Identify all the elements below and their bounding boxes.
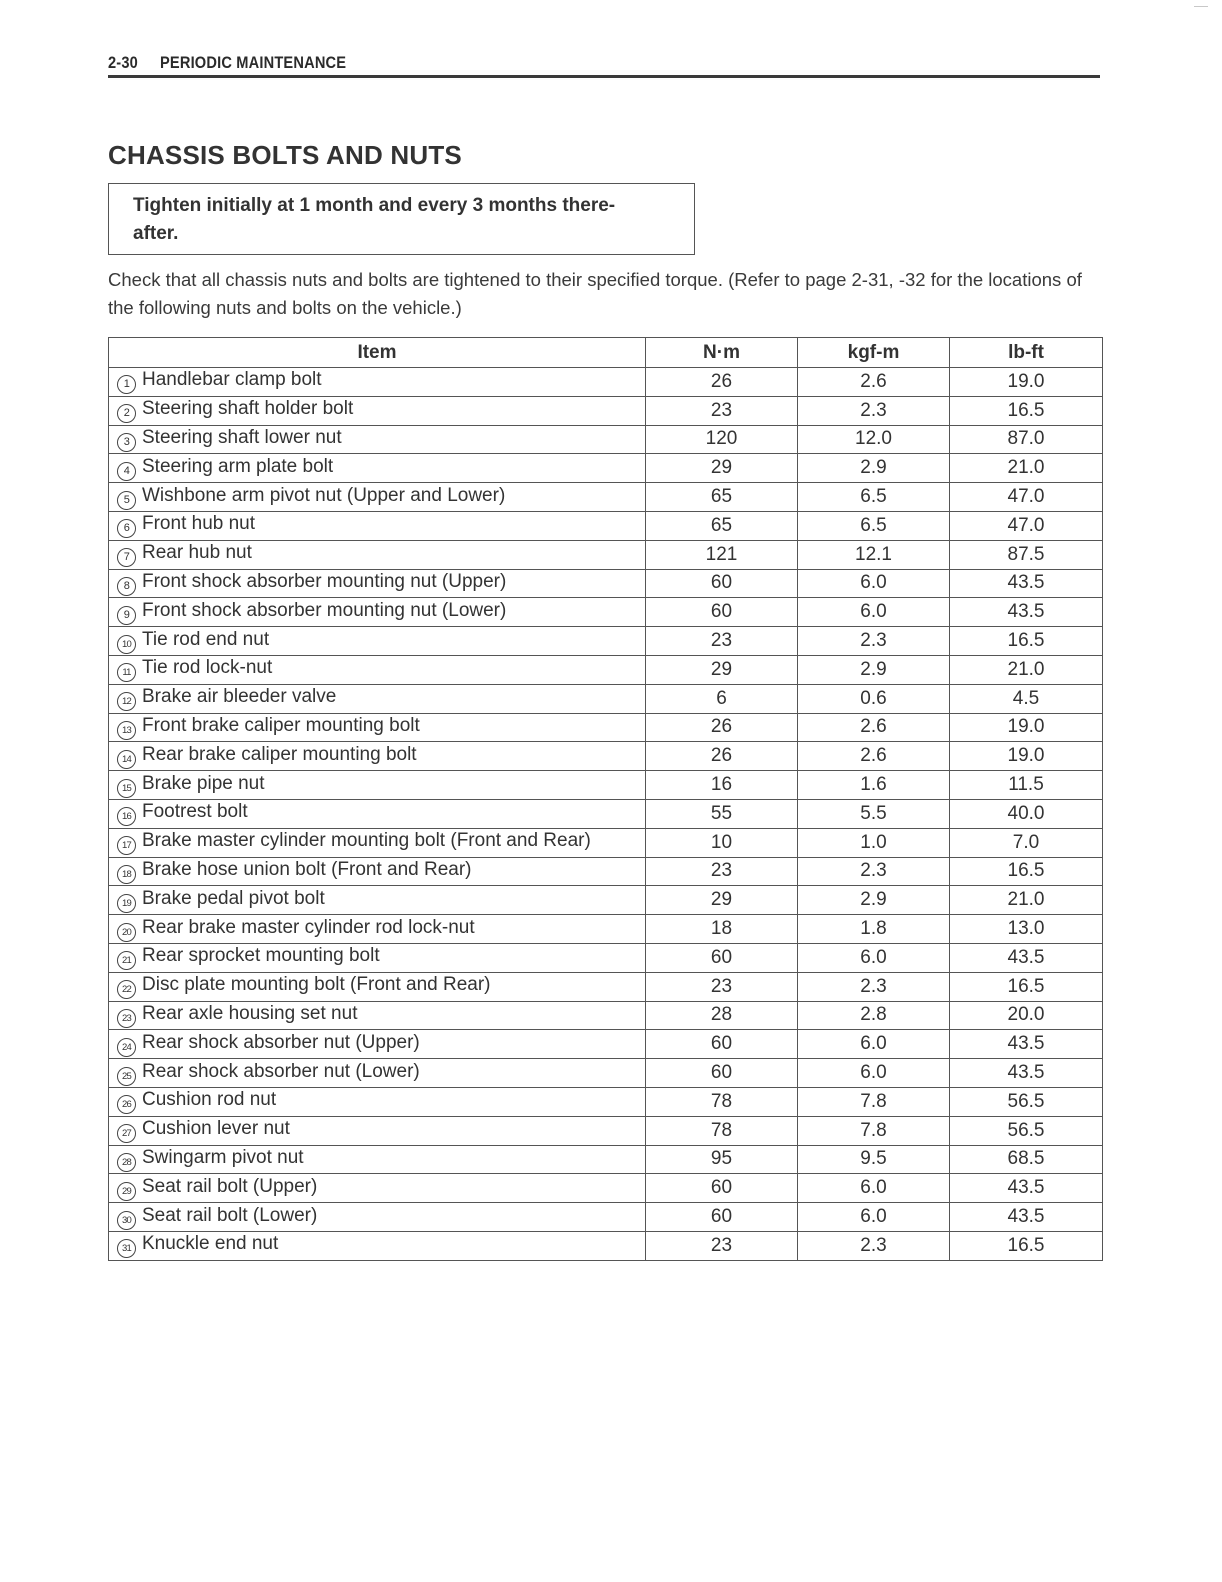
item-cell bbox=[109, 1116, 646, 1145]
item-cell bbox=[109, 511, 646, 540]
nm-value-cell: 23 bbox=[646, 972, 798, 1001]
item-number-badge: 10 bbox=[117, 635, 136, 654]
nm-value-cell: 29 bbox=[646, 886, 798, 915]
lbft-value-cell: 11.5 bbox=[950, 771, 1103, 800]
item-label: Rear hub nut bbox=[142, 542, 252, 564]
nm-value-cell: 60 bbox=[646, 1174, 798, 1203]
nm-value-cell: 29 bbox=[646, 454, 798, 483]
item-label: Rear sprocket mounting bolt bbox=[142, 945, 380, 967]
page-title: CHASSIS BOLTS AND NUTS bbox=[108, 140, 462, 170]
nm-value-cell: 10 bbox=[646, 828, 798, 857]
lbft-value-cell: 56.5 bbox=[950, 1087, 1103, 1116]
lbft-value-cell: 19.0 bbox=[950, 742, 1103, 771]
nm-value-cell: 28 bbox=[646, 1001, 798, 1030]
nm-value-cell: 26 bbox=[646, 742, 798, 771]
kgfm-value-cell: 6.0 bbox=[798, 569, 950, 598]
item-number-badge: 7 bbox=[117, 548, 136, 567]
item-number-badge: 17 bbox=[117, 836, 136, 855]
item-number-badge: 24 bbox=[117, 1038, 136, 1057]
item-number-badge: 2 bbox=[117, 404, 136, 423]
nm-value-cell: 78 bbox=[646, 1116, 798, 1145]
item-cell bbox=[109, 972, 646, 1001]
table-row bbox=[109, 425, 1103, 454]
lbft-value-cell: 43.5 bbox=[950, 1030, 1103, 1059]
nm-value-cell: 6 bbox=[646, 684, 798, 713]
item-label: Tie rod end nut bbox=[142, 628, 270, 650]
item-cell bbox=[109, 915, 646, 944]
table-row bbox=[109, 799, 1103, 828]
nm-value-cell: 60 bbox=[646, 1203, 798, 1232]
item-cell bbox=[109, 1001, 646, 1030]
table-row bbox=[109, 943, 1103, 972]
item-cell bbox=[109, 1030, 646, 1059]
table-row bbox=[109, 828, 1103, 857]
kgfm-value-cell: 6.0 bbox=[798, 943, 950, 972]
lbft-value-cell: 16.5 bbox=[950, 972, 1103, 1001]
item-number-badge: 25 bbox=[117, 1067, 136, 1086]
nm-value-cell: 60 bbox=[646, 943, 798, 972]
kgfm-value-cell: 2.3 bbox=[798, 396, 950, 425]
kgfm-value-cell: 1.6 bbox=[798, 771, 950, 800]
item-cell bbox=[109, 540, 646, 569]
item-label: Rear brake caliper mounting bolt bbox=[142, 743, 417, 765]
nm-value-cell: 60 bbox=[646, 569, 798, 598]
item-number-badge: 22 bbox=[117, 980, 136, 999]
item-number-badge: 29 bbox=[117, 1182, 136, 1201]
lbft-value-cell: 7.0 bbox=[950, 828, 1103, 857]
item-number-badge: 14 bbox=[117, 750, 136, 769]
nm-value-cell: 60 bbox=[646, 598, 798, 627]
item-label: Front hub nut bbox=[142, 513, 256, 535]
note-line-2: after. bbox=[133, 223, 179, 244]
item-label: Rear brake master cylinder rod lock-nut bbox=[142, 916, 475, 938]
item-label: Brake pedal pivot bolt bbox=[142, 887, 325, 909]
item-number-badge: 1 bbox=[117, 375, 136, 394]
item-cell bbox=[109, 713, 646, 742]
item-cell bbox=[109, 1145, 646, 1174]
table-row bbox=[109, 886, 1103, 915]
lbft-value-cell: 16.5 bbox=[950, 857, 1103, 886]
table-header-row bbox=[109, 338, 1103, 368]
table-row bbox=[109, 771, 1103, 800]
corner-mark bbox=[1194, 6, 1208, 7]
kgfm-value-cell: 2.3 bbox=[798, 972, 950, 1001]
column-header-lbft: lb-ft bbox=[950, 338, 1103, 368]
item-label: Front shock absorber mounting nut (Upper) bbox=[142, 570, 507, 592]
kgfm-value-cell: 2.6 bbox=[798, 713, 950, 742]
table-row bbox=[109, 368, 1103, 397]
kgfm-value-cell: 2.6 bbox=[798, 742, 950, 771]
nm-value-cell: 60 bbox=[646, 1059, 798, 1088]
table-row bbox=[109, 915, 1103, 944]
lbft-value-cell: 87.0 bbox=[950, 425, 1103, 454]
table-row bbox=[109, 540, 1103, 569]
page-number: 2-30 bbox=[108, 53, 138, 72]
kgfm-value-cell: 2.8 bbox=[798, 1001, 950, 1030]
item-label: Cushion rod nut bbox=[142, 1089, 277, 1111]
item-label: Tie rod lock-nut bbox=[142, 657, 273, 679]
item-number-badge: 23 bbox=[117, 1009, 136, 1028]
kgfm-value-cell: 6.0 bbox=[798, 1030, 950, 1059]
kgfm-value-cell: 12.1 bbox=[798, 540, 950, 569]
item-number-badge: 9 bbox=[117, 606, 136, 625]
item-label: Rear axle housing set nut bbox=[142, 1002, 358, 1024]
kgfm-value-cell: 0.6 bbox=[798, 684, 950, 713]
table-row bbox=[109, 627, 1103, 656]
item-cell bbox=[109, 771, 646, 800]
item-cell bbox=[109, 483, 646, 512]
table-row bbox=[109, 1087, 1103, 1116]
nm-value-cell: 23 bbox=[646, 396, 798, 425]
table-row bbox=[109, 1030, 1103, 1059]
table-row bbox=[109, 742, 1103, 771]
lbft-value-cell: 19.0 bbox=[950, 368, 1103, 397]
item-cell bbox=[109, 569, 646, 598]
kgfm-value-cell: 6.5 bbox=[798, 511, 950, 540]
table-row bbox=[109, 1116, 1103, 1145]
column-header-item: Item bbox=[109, 338, 646, 368]
item-cell bbox=[109, 396, 646, 425]
item-number-badge: 18 bbox=[117, 865, 136, 884]
table-row bbox=[109, 1203, 1103, 1232]
item-number-badge: 16 bbox=[117, 807, 136, 826]
nm-value-cell: 55 bbox=[646, 799, 798, 828]
table-row bbox=[109, 684, 1103, 713]
table-row bbox=[109, 1059, 1103, 1088]
lbft-value-cell: 68.5 bbox=[950, 1145, 1103, 1174]
kgfm-value-cell: 5.5 bbox=[798, 799, 950, 828]
item-cell bbox=[109, 742, 646, 771]
item-cell bbox=[109, 1087, 646, 1116]
kgfm-value-cell: 2.6 bbox=[798, 368, 950, 397]
item-label: Seat rail bolt (Upper) bbox=[142, 1175, 318, 1197]
table-row bbox=[109, 511, 1103, 540]
lbft-value-cell: 16.5 bbox=[950, 396, 1103, 425]
lbft-value-cell: 20.0 bbox=[950, 1001, 1103, 1030]
item-number-badge: 19 bbox=[117, 894, 136, 913]
lbft-value-cell: 13.0 bbox=[950, 915, 1103, 944]
nm-value-cell: 65 bbox=[646, 511, 798, 540]
table-row bbox=[109, 1174, 1103, 1203]
nm-value-cell: 29 bbox=[646, 655, 798, 684]
lbft-value-cell: 16.5 bbox=[950, 1231, 1103, 1260]
item-number-badge: 4 bbox=[117, 462, 136, 481]
item-label: Steering shaft holder bolt bbox=[142, 398, 354, 420]
item-number-badge: 11 bbox=[117, 663, 136, 682]
item-cell bbox=[109, 1174, 646, 1203]
item-label: Front shock absorber mounting nut (Lower) bbox=[142, 599, 507, 621]
table-row bbox=[109, 483, 1103, 512]
item-cell bbox=[109, 828, 646, 857]
intro-paragraph: Check that all chassis nuts and bolts are tightened to their specified torque. (Refer to page 2-31, -32 for the locations of the following nuts and bolts on the vehicle.) bbox=[108, 269, 1082, 318]
page-header bbox=[108, 50, 1100, 78]
table-row bbox=[109, 857, 1103, 886]
lbft-value-cell: 43.5 bbox=[950, 1174, 1103, 1203]
item-label: Footrest bolt bbox=[142, 801, 248, 823]
kgfm-value-cell: 6.0 bbox=[798, 598, 950, 627]
kgfm-value-cell: 7.8 bbox=[798, 1087, 950, 1116]
item-number-badge: 15 bbox=[117, 779, 136, 798]
lbft-value-cell: 16.5 bbox=[950, 627, 1103, 656]
kgfm-value-cell: 2.9 bbox=[798, 655, 950, 684]
item-cell bbox=[109, 627, 646, 656]
item-label: Cushion lever nut bbox=[142, 1118, 290, 1140]
nm-value-cell: 23 bbox=[646, 627, 798, 656]
nm-value-cell: 16 bbox=[646, 771, 798, 800]
item-cell bbox=[109, 1059, 646, 1088]
table-row bbox=[109, 598, 1103, 627]
nm-value-cell: 60 bbox=[646, 1030, 798, 1059]
table-row bbox=[109, 454, 1103, 483]
item-cell bbox=[109, 368, 646, 397]
lbft-value-cell: 43.5 bbox=[950, 598, 1103, 627]
table-row bbox=[109, 1145, 1103, 1174]
table-row bbox=[109, 655, 1103, 684]
item-number-badge: 5 bbox=[117, 491, 136, 510]
item-number-badge: 31 bbox=[117, 1239, 136, 1258]
kgfm-value-cell: 2.9 bbox=[798, 454, 950, 483]
lbft-value-cell: 47.0 bbox=[950, 483, 1103, 512]
kgfm-value-cell: 7.8 bbox=[798, 1116, 950, 1145]
lbft-value-cell: 43.5 bbox=[950, 1203, 1103, 1232]
table-row bbox=[109, 1001, 1103, 1030]
item-cell bbox=[109, 454, 646, 483]
item-cell bbox=[109, 425, 646, 454]
lbft-value-cell: 4.5 bbox=[950, 684, 1103, 713]
nm-value-cell: 23 bbox=[646, 857, 798, 886]
nm-value-cell: 26 bbox=[646, 368, 798, 397]
table-row bbox=[109, 972, 1103, 1001]
item-number-badge: 27 bbox=[117, 1124, 136, 1143]
item-number-badge: 8 bbox=[117, 577, 136, 596]
item-cell bbox=[109, 1203, 646, 1232]
lbft-value-cell: 87.5 bbox=[950, 540, 1103, 569]
item-label: Handlebar clamp bolt bbox=[142, 369, 322, 391]
lbft-value-cell: 19.0 bbox=[950, 713, 1103, 742]
item-label: Steering arm plate bolt bbox=[142, 455, 334, 477]
item-number-badge: 12 bbox=[117, 692, 136, 711]
nm-value-cell: 95 bbox=[646, 1145, 798, 1174]
item-label: Disc plate mounting bolt (Front and Rear) bbox=[142, 974, 491, 996]
table-row bbox=[109, 1231, 1103, 1260]
item-number-badge: 30 bbox=[117, 1211, 136, 1230]
nm-value-cell: 18 bbox=[646, 915, 798, 944]
item-number-badge: 21 bbox=[117, 951, 136, 970]
item-cell bbox=[109, 886, 646, 915]
table-row bbox=[109, 396, 1103, 425]
item-cell bbox=[109, 943, 646, 972]
column-header-nm: N·m bbox=[646, 338, 798, 368]
nm-value-cell: 65 bbox=[646, 483, 798, 512]
kgfm-value-cell: 6.0 bbox=[798, 1174, 950, 1203]
nm-value-cell: 23 bbox=[646, 1231, 798, 1260]
table-body bbox=[109, 368, 1103, 1261]
item-label: Rear shock absorber nut (Upper) bbox=[142, 1031, 420, 1053]
item-cell bbox=[109, 598, 646, 627]
nm-value-cell: 78 bbox=[646, 1087, 798, 1116]
maintenance-note-box bbox=[108, 183, 695, 255]
kgfm-value-cell: 2.3 bbox=[798, 1231, 950, 1260]
lbft-value-cell: 40.0 bbox=[950, 799, 1103, 828]
item-cell bbox=[109, 684, 646, 713]
kgfm-value-cell: 1.0 bbox=[798, 828, 950, 857]
nm-value-cell: 121 bbox=[646, 540, 798, 569]
lbft-value-cell: 47.0 bbox=[950, 511, 1103, 540]
item-number-badge: 20 bbox=[117, 923, 136, 942]
table-row bbox=[109, 569, 1103, 598]
item-label: Brake hose union bolt (Front and Rear) bbox=[142, 858, 472, 880]
lbft-value-cell: 21.0 bbox=[950, 454, 1103, 483]
item-label: Seat rail bolt (Lower) bbox=[142, 1204, 318, 1226]
item-label: Brake pipe nut bbox=[142, 772, 265, 794]
kgfm-value-cell: 6.5 bbox=[798, 483, 950, 512]
item-label: Swingarm pivot nut bbox=[142, 1146, 304, 1168]
item-number-badge: 13 bbox=[117, 721, 136, 740]
item-label: Wishbone arm pivot nut (Upper and Lower) bbox=[142, 484, 506, 506]
section-name: PERIODIC MAINTENANCE bbox=[160, 53, 347, 72]
item-cell bbox=[109, 857, 646, 886]
nm-value-cell: 26 bbox=[646, 713, 798, 742]
item-cell bbox=[109, 655, 646, 684]
item-label: Front brake caliper mounting bolt bbox=[142, 714, 420, 736]
kgfm-value-cell: 2.3 bbox=[798, 857, 950, 886]
lbft-value-cell: 21.0 bbox=[950, 655, 1103, 684]
kgfm-value-cell: 12.0 bbox=[798, 425, 950, 454]
torque-table bbox=[108, 337, 1103, 1261]
item-label: Steering shaft lower nut bbox=[142, 426, 342, 448]
item-number-badge: 28 bbox=[117, 1153, 136, 1172]
kgfm-value-cell: 9.5 bbox=[798, 1145, 950, 1174]
item-number-badge: 3 bbox=[117, 433, 136, 452]
kgfm-value-cell: 6.0 bbox=[798, 1203, 950, 1232]
nm-value-cell: 120 bbox=[646, 425, 798, 454]
lbft-value-cell: 43.5 bbox=[950, 943, 1103, 972]
lbft-value-cell: 21.0 bbox=[950, 886, 1103, 915]
column-header-kgfm: kgf-m bbox=[798, 338, 950, 368]
item-cell bbox=[109, 1231, 646, 1260]
lbft-value-cell: 56.5 bbox=[950, 1116, 1103, 1145]
item-label: Brake air bleeder valve bbox=[142, 686, 337, 708]
item-number-badge: 6 bbox=[117, 519, 136, 538]
kgfm-value-cell: 2.9 bbox=[798, 886, 950, 915]
kgfm-value-cell: 2.3 bbox=[798, 627, 950, 656]
lbft-value-cell: 43.5 bbox=[950, 569, 1103, 598]
table-row bbox=[109, 713, 1103, 742]
kgfm-value-cell: 6.0 bbox=[798, 1059, 950, 1088]
item-label: Brake master cylinder mounting bolt (Front and Rear) bbox=[142, 830, 591, 852]
item-label: Knuckle end nut bbox=[142, 1233, 279, 1255]
note-line-1: Tighten initially at 1 month and every 3 months there- bbox=[133, 195, 616, 216]
item-number-badge: 26 bbox=[117, 1095, 136, 1114]
kgfm-value-cell: 1.8 bbox=[798, 915, 950, 944]
item-label: Rear shock absorber nut (Lower) bbox=[142, 1060, 420, 1082]
lbft-value-cell: 43.5 bbox=[950, 1059, 1103, 1088]
item-cell bbox=[109, 799, 646, 828]
